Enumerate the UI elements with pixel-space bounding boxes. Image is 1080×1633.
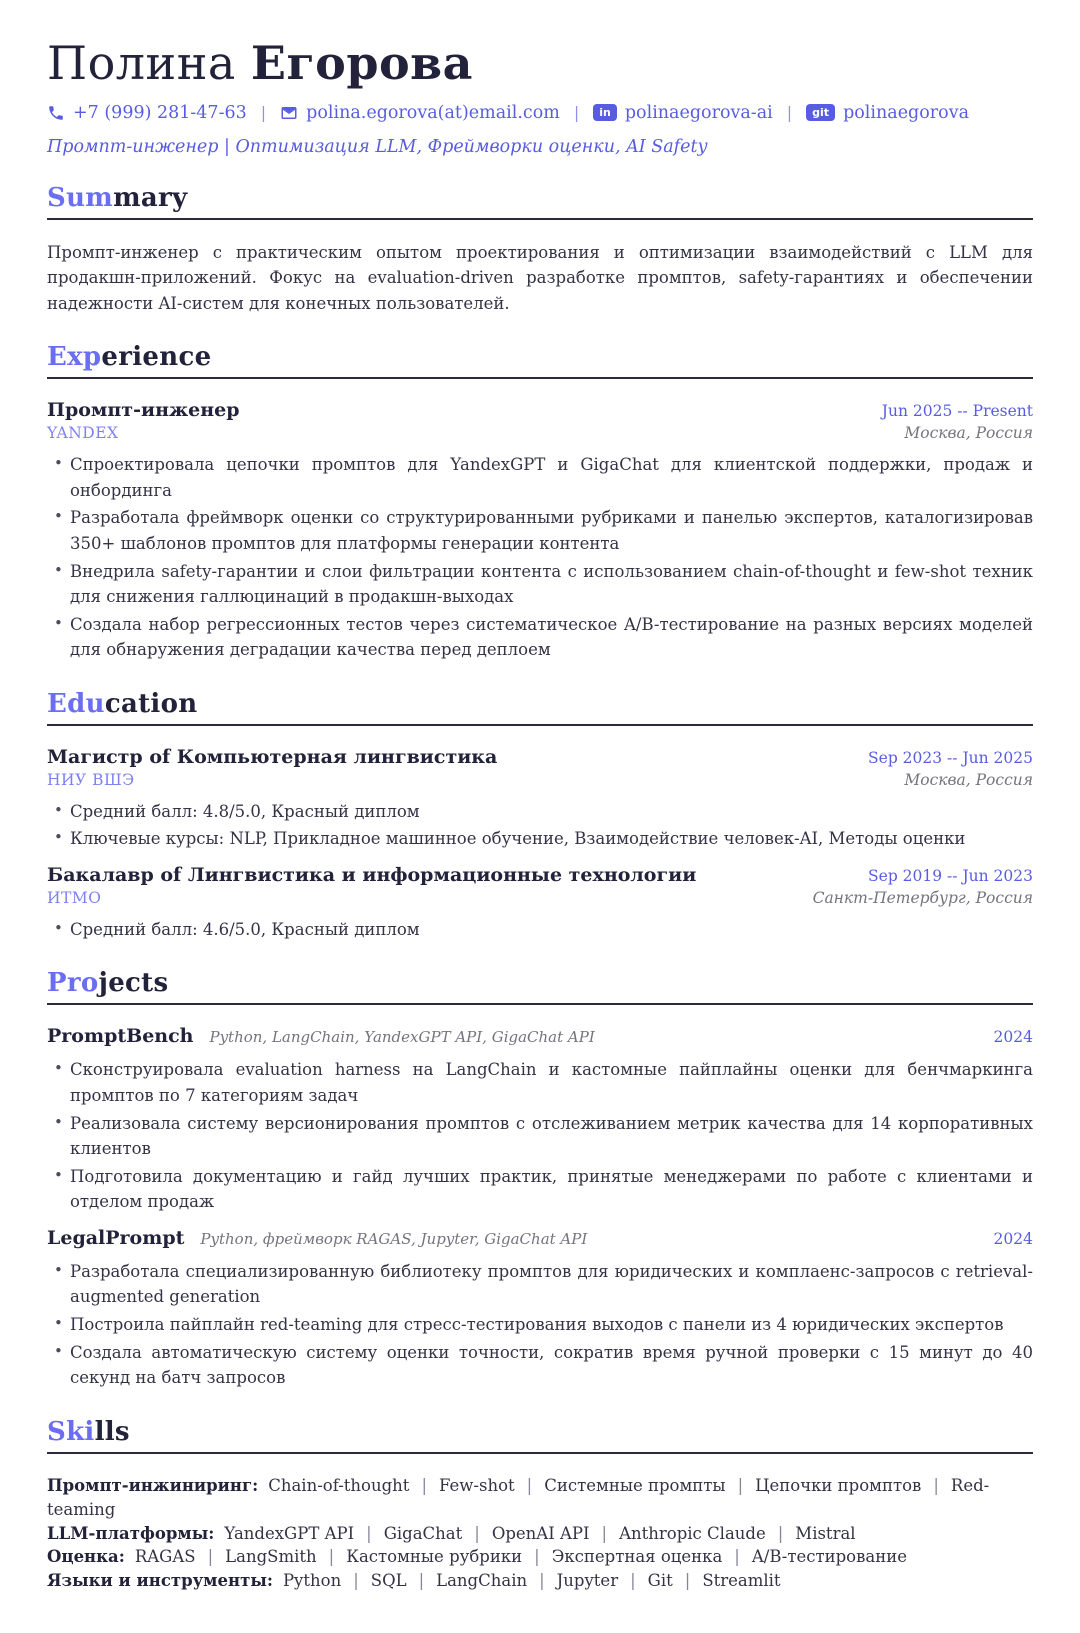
projects-heading	[47, 968, 1033, 998]
project-entry	[47, 1025, 1033, 1214]
project-stack: Python, LangChain, YandexGPT API, GigaChat API	[209, 1028, 595, 1047]
skill-category-label: Языки и инструменты:	[47, 1571, 273, 1591]
skill-item: | A/B-тестирование	[722, 1547, 907, 1566]
skill-item: | Streamlit	[673, 1571, 781, 1590]
first-name: Полина	[47, 36, 251, 90]
project-bullets	[47, 1259, 1033, 1391]
skill-row	[47, 1545, 1033, 1569]
project-bullet: • Разработала специализированную библиотеку промптов для юридических и комплаенс-запросов с retrieval-augmented generation	[47, 1259, 1033, 1310]
skill-items	[283, 1571, 781, 1590]
section-divider	[47, 1003, 1033, 1005]
skills-heading	[47, 1417, 1033, 1447]
section-education	[47, 689, 1033, 943]
skill-item: | Git	[618, 1571, 673, 1590]
linkedin-icon: in	[593, 104, 617, 121]
email-text: polina.egorova(at)email.com	[306, 102, 560, 123]
job-bullet: • Создала набор регрессионных тестов через систематическое A/B-тестирование на разных версиях моделей для обнаружения деградации качества перед деплоем	[47, 612, 1033, 663]
heading-accent: Sum	[47, 182, 114, 213]
degree-dates: Sep 2023 -- Jun 2025	[868, 748, 1033, 767]
contact-row	[47, 103, 1033, 123]
experience-heading	[47, 342, 1033, 372]
section-experience	[47, 342, 1033, 663]
skill-category-label: Оценка:	[47, 1547, 125, 1567]
project-name: PromptBench	[47, 1025, 194, 1048]
job-company: YANDEX	[47, 424, 119, 443]
skill-item: | SQL	[341, 1571, 406, 1590]
skill-item: | OpenAI API	[462, 1524, 589, 1543]
job-location: Москва, Россия	[904, 424, 1033, 443]
project-stack: Python, фреймворк RAGAS, Jupyter, GigaChat API	[200, 1229, 588, 1248]
skill-category-label: Промпт-инжиниринг:	[47, 1475, 259, 1495]
heading-accent: Exp	[47, 342, 102, 373]
job-bullet: • Разработала фреймворк оценки со структурированными рубриками и панелью экспертов, каталогизировав 350+ шаблонов промптов для платформы генерации контента	[47, 505, 1033, 556]
degree-title: Бакалавр of Лингвистика и информационные технологии	[47, 863, 697, 886]
project-bullet: • Построила пайплайн red-teaming для стресс-тестирования выходов с панели из 4 юридических экспертов	[47, 1312, 1033, 1338]
skill-item: | LangSmith	[196, 1547, 317, 1566]
degree-school: НИУ ВШЭ	[47, 770, 135, 789]
degree-bullets	[47, 799, 1033, 852]
degree-bullet: • Средний балл: 4.8/5.0, Красный диплом	[47, 799, 1033, 825]
job-title: Промпт-инженер	[47, 399, 240, 422]
education-heading	[47, 689, 1033, 719]
project-year: 2024	[993, 1028, 1033, 1047]
degree-school: ИТМО	[47, 888, 102, 907]
skill-item: Chain-of-thought	[268, 1475, 410, 1495]
heading-rest: jects	[98, 968, 169, 999]
skill-item: | Red-teaming	[47, 1476, 989, 1519]
linkedin-link[interactable]	[593, 103, 773, 123]
heading-accent: Pro	[47, 968, 99, 999]
github-text: polinaegorova	[843, 102, 970, 123]
project-entry	[47, 1227, 1033, 1391]
skill-item: | Кастомные рубрики	[317, 1547, 523, 1566]
phone-icon	[47, 104, 65, 122]
contact-separator: |	[573, 103, 580, 123]
skill-category-label: LLM-платформы:	[47, 1523, 215, 1543]
project-bullet: • Подготовила документацию и гайд лучших практик, принятые менеджерами по работе с клиентами и отделом продаж	[47, 1164, 1033, 1215]
git-icon: git	[806, 104, 835, 121]
degree-bullets	[47, 917, 1033, 943]
skill-item: RAGAS	[134, 1547, 196, 1567]
heading-accent: Edu	[47, 688, 105, 719]
project-bullets	[47, 1057, 1033, 1214]
job-bullet: • Спроектировала цепочки промптов для YandexGPT и GigaChat для клиентской поддержки, продаж и онбординга	[47, 452, 1033, 503]
skill-row	[47, 1569, 1033, 1593]
last-name: Егорова	[250, 36, 473, 90]
heading-rest: cation	[104, 688, 198, 719]
person-name	[47, 38, 1033, 89]
section-divider	[47, 724, 1033, 726]
skill-item: | Системные промпты	[515, 1476, 726, 1495]
skill-items	[135, 1547, 907, 1566]
section-divider	[47, 1452, 1033, 1454]
skill-item: | Цепочки промптов	[726, 1476, 922, 1495]
summary-text: Промпт-инженер с практическим опытом проектирования и оптимизации взаимодействий с LLM для продакшн-приложений. Фокус на evaluation-driven разработке промптов, safety-гарантиях и обеспечении надежности AI-систем для конечных пользователей.	[47, 242, 1033, 313]
linkedin-text: polinaegorova-ai	[624, 102, 773, 123]
project-bullet: • Реализовала систему версионирования промптов с отслеживанием метрик качества для 14 корпоративных клиентов	[47, 1111, 1033, 1162]
degree-title: Магистр of Компьютерная лингвистика	[47, 745, 498, 768]
skill-item: | GigaChat	[354, 1524, 462, 1543]
skill-item: YandexGPT API	[224, 1523, 355, 1543]
job-dates: Jun 2025 -- Present	[881, 402, 1033, 421]
phone-link[interactable]	[47, 103, 247, 123]
contact-separator: |	[786, 103, 793, 123]
section-projects	[47, 968, 1033, 1390]
skill-item: | Экспертная оценка	[522, 1547, 722, 1566]
job-bullets	[47, 452, 1033, 663]
project-year: 2024	[993, 1229, 1033, 1248]
skill-items	[224, 1524, 855, 1543]
project-name: LegalPrompt	[47, 1226, 185, 1249]
section-divider	[47, 218, 1033, 220]
skill-item: | Jupyter	[527, 1571, 618, 1590]
degree-bullet: • Ключевые курсы: NLP, Прикладное машинное обучение, Взаимодействие человек-AI, Методы оценки	[47, 826, 1033, 852]
email-link[interactable]	[280, 103, 560, 123]
phone-text: +7 (999) 281-47-63	[73, 102, 247, 123]
heading-rest: mary	[113, 182, 188, 213]
skill-row	[47, 1474, 1033, 1522]
degree-entry	[47, 864, 1033, 943]
degree-bullet: • Средний балл: 4.6/5.0, Красный диплом	[47, 917, 1033, 943]
heading-rest: erience	[101, 342, 212, 373]
github-link[interactable]	[806, 103, 969, 123]
mail-icon	[280, 104, 298, 122]
heading-accent: Ski	[47, 1416, 95, 1447]
skill-item: | Anthropic Claude	[590, 1524, 766, 1543]
degree-location: Москва, Россия	[904, 770, 1033, 789]
section-skills	[47, 1417, 1033, 1594]
summary-heading	[47, 183, 1033, 213]
job-entry	[47, 399, 1033, 663]
degree-location: Санкт-Петербург, Россия	[812, 888, 1033, 907]
skill-item: | LangChain	[407, 1571, 528, 1590]
degree-entry	[47, 746, 1033, 852]
contact-separator: |	[260, 103, 267, 123]
degree-dates: Sep 2019 -- Jun 2023	[868, 866, 1033, 885]
project-bullet: • Создала автоматическую систему оценки точности, сократив время ручной проверки с 15 минут до 40 секунд на батч запросов	[47, 1340, 1033, 1391]
skill-row	[47, 1522, 1033, 1546]
section-summary	[47, 183, 1033, 317]
project-bullet: • Сконструировала evaluation harness на LangChain и кастомные пайплайны оценки для бенчмаркинга промптов по 7 категориям задач	[47, 1057, 1033, 1108]
section-divider	[47, 377, 1033, 379]
job-bullet: • Внедрила safety-гарантии и слои фильтрации контента с использованием chain-of-thought и few-shot техник для снижения галлюцинаций в продакшн-выходах	[47, 559, 1033, 610]
skill-item: Python	[282, 1571, 342, 1591]
heading-rest: lls	[94, 1416, 130, 1447]
skill-item: | Few-shot	[409, 1476, 514, 1495]
tagline: Промпт-инженер | Оптимизация LLM, Фреймворки оценки, AI Safety	[47, 136, 708, 157]
skill-item: | Mistral	[766, 1524, 856, 1543]
